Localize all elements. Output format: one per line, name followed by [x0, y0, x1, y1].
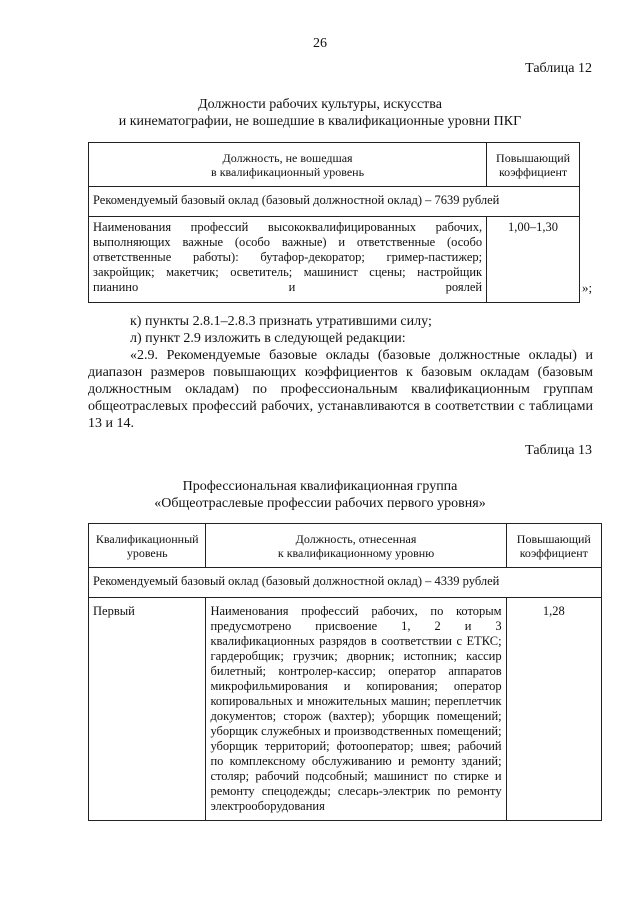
table12-header-row — [89, 143, 580, 187]
table13-header-position — [206, 524, 506, 568]
table13-label: Таблица 13 — [525, 443, 592, 458]
table13-position-cell: Наименования профессий рабочих, по которым предусмотрено присвоение 1, 2 и 3 квалификационных разрядов в соответствии с ЕТКС; гардеробщик; грузчик; дворник; истопник; кассир билетный; контролер-кассир; оператор аппаратов микрофильмирования и копирования; оператор копировальных и множительных машин; переплетчик документов; сторож (вахтер); уборщик помещений; уборщик служебных и производственных помещений; уборщик территорий; фотооператор; швея; рабочий по комплексному обслуживанию и ремонту зданий; столяр; рабочий подсобный; машинист по стирке и ремонту спецодежды; слесарь-электрик по ремонту электрооборудования — [206, 598, 506, 821]
table13-salary-cell: Рекомендуемый базовый оклад (базовый должностной оклад) – 4339 рублей — [89, 568, 602, 598]
table12-title-line2: и кинематографии, не вошедшие в квалификационные уровни ПКГ — [118, 114, 522, 129]
header-line: коэффициент — [519, 545, 588, 560]
table12-position-cell: Наименования профессий высококвалифицированных рабочих, выполняющих важные (особо важные) и ответственные (особо ответственные работы): бутафор-декоратор; гример-пастижер; закройщик; макетчик; осветитель; машинист сцены; настройщик пианино и роялей — [89, 217, 487, 303]
header-line: Должность, отнесенная — [295, 531, 417, 546]
table-row — [89, 217, 580, 303]
table12-header-position — [89, 143, 487, 187]
table13-title-line2: «Общеотраслевые профессии рабочих первого уровня» — [154, 496, 486, 511]
table12-header-coef — [487, 143, 580, 187]
table13-title — [0, 478, 640, 512]
table13-header-row — [89, 524, 602, 568]
header-line: коэффициент — [498, 164, 568, 179]
table13-header-coef — [506, 524, 601, 568]
amendment-l: л) пункт 2.9 изложить в следующей редакции: — [130, 331, 406, 346]
table12-label: Таблица 12 — [525, 61, 592, 76]
table13-level-cell: Первый — [89, 598, 206, 821]
amendment-k: к) пункты 2.8.1–2.8.3 признать утратившими силу; — [130, 314, 432, 329]
header-line: к квалификационному уровню — [277, 545, 435, 560]
header-line: Квалификационный — [95, 531, 199, 546]
table13-header-level — [89, 524, 206, 568]
table12-title — [0, 96, 640, 130]
header-line: Повышающий — [496, 150, 571, 165]
paragraph-2-9: «2.9. Рекомендуемые базовые оклады (базовые должностные оклады) и диапазон размеров повышающих коэффициентов к базовым окладам (базовым должностным окладам) по профессиональным квалификационным группам общеотраслевых профессий рабочих, устанавливаются в соответствии с таблицами 13 и 14. — [88, 348, 593, 431]
header-line: Должность, не вошедшая — [222, 150, 353, 165]
table12-coef-cell: 1,00–1,30 — [487, 217, 580, 303]
table13-title-line1: Профессиональная квалификационная группа — [182, 479, 458, 494]
table12-salary-cell: Рекомендуемый базовый оклад (базовый должностной оклад) – 7639 рублей — [89, 187, 580, 217]
table12 — [88, 142, 580, 303]
table12-title-line1: Должности рабочих культуры, искусства — [198, 97, 442, 112]
table13-salary-row — [89, 568, 602, 598]
table13-coef-cell: 1,28 — [506, 598, 601, 821]
table-row — [89, 598, 602, 821]
header-line: в квалификационный уровень — [211, 164, 365, 179]
header-line: Повышающий — [516, 531, 591, 546]
page-number: 26 — [313, 36, 327, 51]
table12-salary-row — [89, 187, 580, 217]
header-line: уровень — [126, 545, 168, 560]
table13 — [88, 523, 602, 821]
closing-quote: »; — [582, 280, 593, 295]
